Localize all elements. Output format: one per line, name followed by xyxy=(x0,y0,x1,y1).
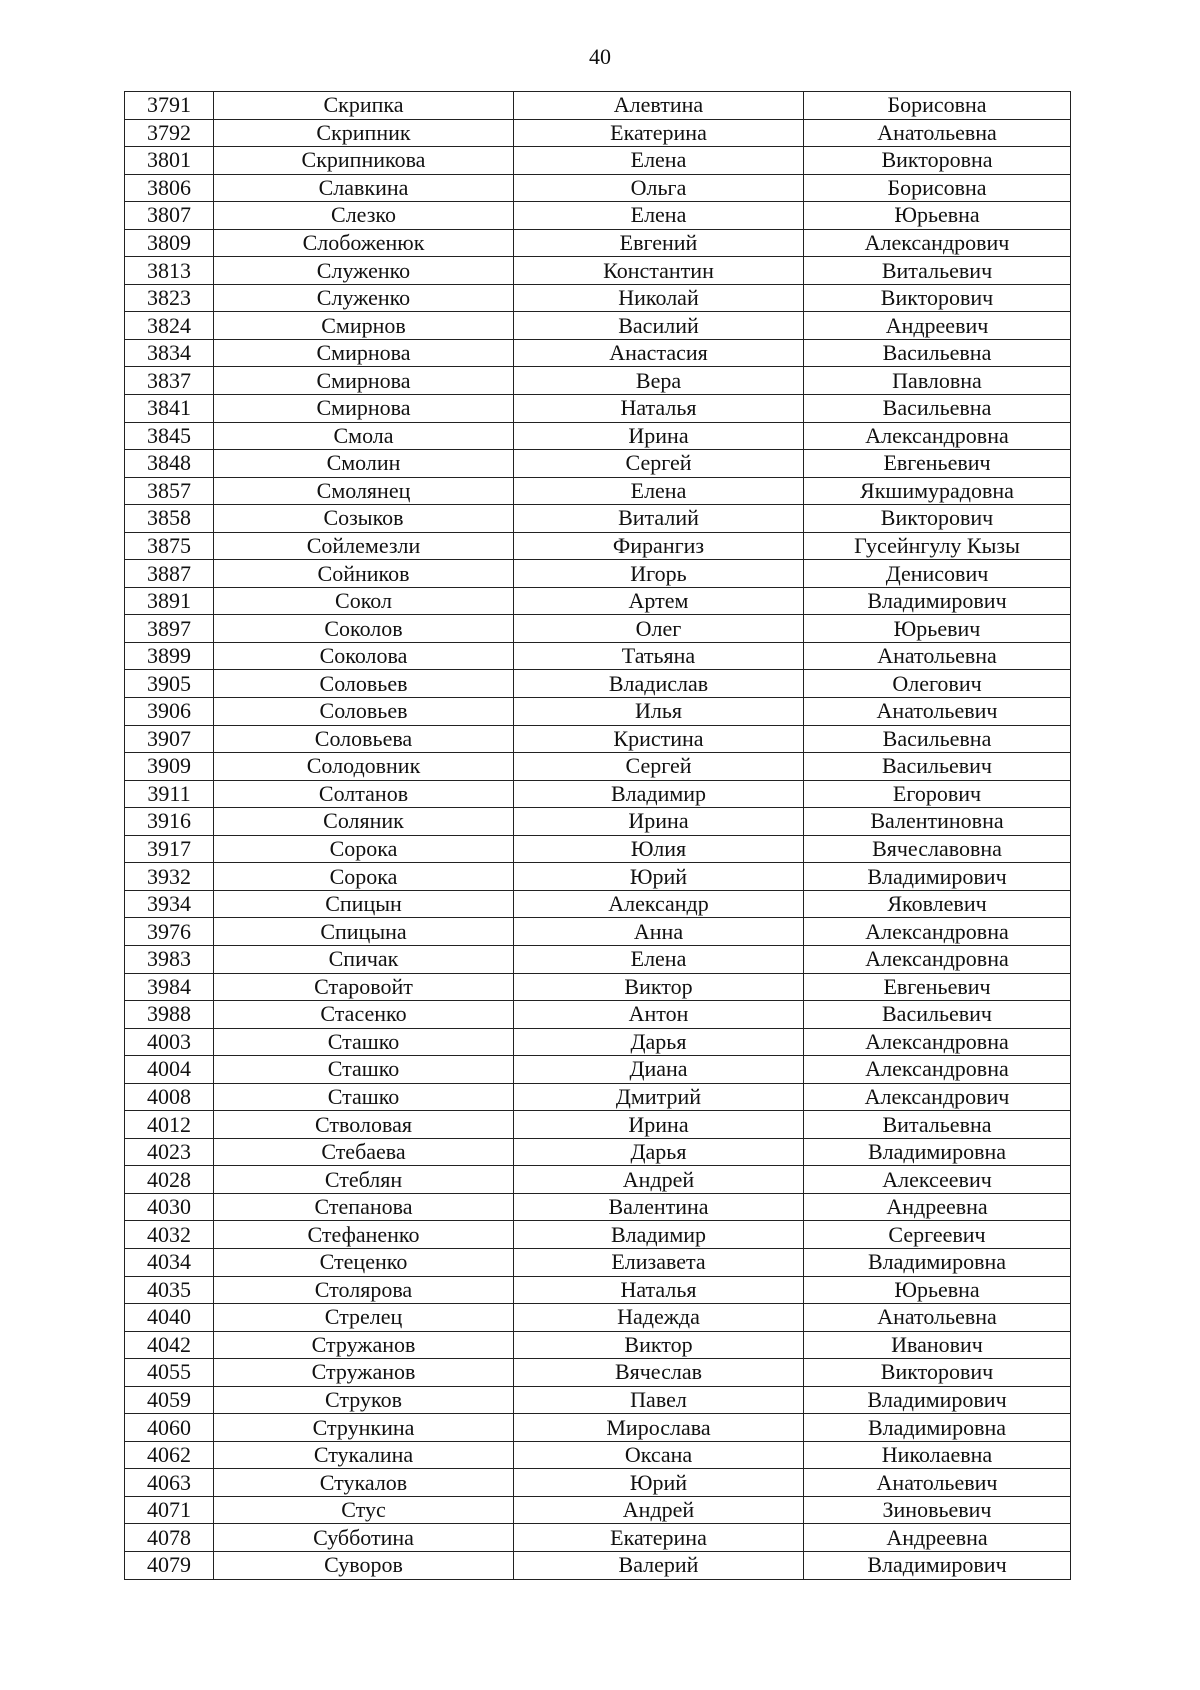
table-row xyxy=(125,1111,1071,1139)
first-name-cell: Надежда xyxy=(514,1304,804,1332)
record-number-cell: 3917 xyxy=(125,835,214,863)
surname-cell: Сташко xyxy=(214,1083,514,1111)
table-row xyxy=(125,835,1071,863)
patronymic-cell: Анатольевна xyxy=(804,1304,1071,1332)
patronymic-cell: Александровна xyxy=(804,918,1071,946)
first-name-cell: Анна xyxy=(514,918,804,946)
surname-cell: Скрипка xyxy=(214,92,514,120)
registry-body xyxy=(125,92,1071,1580)
first-name-cell: Константин xyxy=(514,257,804,285)
surname-cell: Скрипникова xyxy=(214,147,514,175)
record-number-cell: 4079 xyxy=(125,1551,214,1579)
record-number-cell: 4034 xyxy=(125,1248,214,1276)
first-name-cell: Илья xyxy=(514,698,804,726)
page-number: 40 xyxy=(589,44,611,69)
surname-cell: Суворов xyxy=(214,1551,514,1579)
first-name-cell: Вячеслав xyxy=(514,1359,804,1387)
record-number-cell: 4035 xyxy=(125,1276,214,1304)
surname-cell: Стволовая xyxy=(214,1111,514,1139)
record-number-cell: 3806 xyxy=(125,174,214,202)
record-number-cell: 4063 xyxy=(125,1469,214,1497)
first-name-cell: Сергей xyxy=(514,753,804,781)
table-row xyxy=(125,284,1071,312)
record-number-cell: 4042 xyxy=(125,1331,214,1359)
record-number-cell: 3911 xyxy=(125,780,214,808)
patronymic-cell: Андреевна xyxy=(804,1524,1071,1552)
first-name-cell: Валерий xyxy=(514,1551,804,1579)
patronymic-cell: Евгеньевич xyxy=(804,450,1071,478)
record-number-cell: 4012 xyxy=(125,1111,214,1139)
first-name-cell: Евгений xyxy=(514,229,804,257)
patronymic-cell: Евгеньевич xyxy=(804,973,1071,1001)
record-number-cell: 3983 xyxy=(125,945,214,973)
first-name-cell: Фирангиз xyxy=(514,532,804,560)
patronymic-cell: Витальевич xyxy=(804,257,1071,285)
table-row xyxy=(125,890,1071,918)
record-number-cell: 4078 xyxy=(125,1524,214,1552)
first-name-cell: Андрей xyxy=(514,1496,804,1524)
table-row xyxy=(125,863,1071,891)
table-row xyxy=(125,1496,1071,1524)
record-number-cell: 3857 xyxy=(125,477,214,505)
first-name-cell: Виктор xyxy=(514,1331,804,1359)
surname-cell: Соловьева xyxy=(214,725,514,753)
first-name-cell: Юрий xyxy=(514,1469,804,1497)
record-number-cell: 3792 xyxy=(125,119,214,147)
first-name-cell: Виталий xyxy=(514,505,804,533)
surname-cell: Смолин xyxy=(214,450,514,478)
table-row xyxy=(125,1028,1071,1056)
first-name-cell: Ирина xyxy=(514,1111,804,1139)
patronymic-cell: Борисовна xyxy=(804,92,1071,120)
patronymic-cell: Владимировна xyxy=(804,1138,1071,1166)
table-row xyxy=(125,202,1071,230)
record-number-cell: 4040 xyxy=(125,1304,214,1332)
surname-cell: Спицына xyxy=(214,918,514,946)
surname-cell: Соколова xyxy=(214,642,514,670)
record-number-cell: 3824 xyxy=(125,312,214,340)
table-row xyxy=(125,698,1071,726)
patronymic-cell: Егорович xyxy=(804,780,1071,808)
patronymic-cell: Зиновьевич xyxy=(804,1496,1071,1524)
surname-cell: Стукалина xyxy=(214,1441,514,1469)
first-name-cell: Мирослава xyxy=(514,1414,804,1442)
table-row xyxy=(125,1056,1071,1084)
table-row xyxy=(125,174,1071,202)
patronymic-cell: Николаевна xyxy=(804,1441,1071,1469)
first-name-cell: Кристина xyxy=(514,725,804,753)
first-name-cell: Ирина xyxy=(514,808,804,836)
surname-cell: Слезко xyxy=(214,202,514,230)
surname-cell: Спичак xyxy=(214,945,514,973)
surname-cell: Смирнова xyxy=(214,367,514,395)
patronymic-cell: Борисовна xyxy=(804,174,1071,202)
surname-cell: Степанова xyxy=(214,1193,514,1221)
first-name-cell: Андрей xyxy=(514,1166,804,1194)
first-name-cell: Оксана xyxy=(514,1441,804,1469)
patronymic-cell: Юрьевна xyxy=(804,1276,1071,1304)
surname-cell: Сорока xyxy=(214,863,514,891)
table-row xyxy=(125,1083,1071,1111)
surname-cell: Столярова xyxy=(214,1276,514,1304)
first-name-cell: Наталья xyxy=(514,395,804,423)
first-name-cell: Ирина xyxy=(514,422,804,450)
surname-cell: Смирнова xyxy=(214,339,514,367)
table-row xyxy=(125,973,1071,1001)
record-number-cell: 4059 xyxy=(125,1386,214,1414)
table-row xyxy=(125,450,1071,478)
surname-cell: Славкина xyxy=(214,174,514,202)
table-row xyxy=(125,1524,1071,1552)
patronymic-cell: Владимирович xyxy=(804,863,1071,891)
record-number-cell: 4030 xyxy=(125,1193,214,1221)
patronymic-cell: Валентиновна xyxy=(804,808,1071,836)
patronymic-cell: Алексеевич xyxy=(804,1166,1071,1194)
record-number-cell: 3841 xyxy=(125,395,214,423)
surname-cell: Служенко xyxy=(214,257,514,285)
record-number-cell: 3807 xyxy=(125,202,214,230)
table-row xyxy=(125,1276,1071,1304)
record-number-cell: 3823 xyxy=(125,284,214,312)
surname-cell: Смола xyxy=(214,422,514,450)
surname-cell: Слобоженюк xyxy=(214,229,514,257)
table-row xyxy=(125,1359,1071,1387)
first-name-cell: Елена xyxy=(514,945,804,973)
first-name-cell: Елизавета xyxy=(514,1248,804,1276)
patronymic-cell: Васильевна xyxy=(804,339,1071,367)
patronymic-cell: Владимирович xyxy=(804,1551,1071,1579)
record-number-cell: 3909 xyxy=(125,753,214,781)
table-row xyxy=(125,642,1071,670)
table-row xyxy=(125,670,1071,698)
record-number-cell: 3858 xyxy=(125,505,214,533)
surname-cell: Солодовник xyxy=(214,753,514,781)
first-name-cell: Валентина xyxy=(514,1193,804,1221)
surname-cell: Стефаненко xyxy=(214,1221,514,1249)
table-row xyxy=(125,477,1071,505)
table-row xyxy=(125,918,1071,946)
table-row xyxy=(125,92,1071,120)
surname-cell: Стус xyxy=(214,1496,514,1524)
first-name-cell: Юрий xyxy=(514,863,804,891)
record-number-cell: 4004 xyxy=(125,1056,214,1084)
first-name-cell: Владимир xyxy=(514,1221,804,1249)
first-name-cell: Диана xyxy=(514,1056,804,1084)
record-number-cell: 4023 xyxy=(125,1138,214,1166)
surname-cell: Стрункина xyxy=(214,1414,514,1442)
record-number-cell: 3791 xyxy=(125,92,214,120)
patronymic-cell: Александрович xyxy=(804,1083,1071,1111)
patronymic-cell: Яковлевич xyxy=(804,890,1071,918)
first-name-cell: Дмитрий xyxy=(514,1083,804,1111)
surname-cell: Сташко xyxy=(214,1056,514,1084)
surname-cell: Стебаева xyxy=(214,1138,514,1166)
table-row xyxy=(125,312,1071,340)
surname-cell: Старовойт xyxy=(214,973,514,1001)
record-number-cell: 4032 xyxy=(125,1221,214,1249)
surname-cell: Смолянец xyxy=(214,477,514,505)
patronymic-cell: Васильевич xyxy=(804,1001,1071,1029)
first-name-cell: Николай xyxy=(514,284,804,312)
patronymic-cell: Владимировна xyxy=(804,1248,1071,1276)
table-row xyxy=(125,1248,1071,1276)
surname-cell: Служенко xyxy=(214,284,514,312)
first-name-cell: Елена xyxy=(514,147,804,175)
first-name-cell: Артем xyxy=(514,587,804,615)
patronymic-cell: Александровна xyxy=(804,945,1071,973)
patronymic-cell: Павловна xyxy=(804,367,1071,395)
table-row xyxy=(125,505,1071,533)
patronymic-cell: Васильевна xyxy=(804,395,1071,423)
patronymic-cell: Андреевна xyxy=(804,1193,1071,1221)
table-row xyxy=(125,808,1071,836)
surname-cell: Соляник xyxy=(214,808,514,836)
surname-cell: Струков xyxy=(214,1386,514,1414)
first-name-cell: Ольга xyxy=(514,174,804,202)
first-name-cell: Игорь xyxy=(514,560,804,588)
patronymic-cell: Анатольевна xyxy=(804,119,1071,147)
record-number-cell: 4028 xyxy=(125,1166,214,1194)
first-name-cell: Олег xyxy=(514,615,804,643)
patronymic-cell: Анатольевич xyxy=(804,698,1071,726)
record-number-cell: 3813 xyxy=(125,257,214,285)
first-name-cell: Анастасия xyxy=(514,339,804,367)
record-number-cell: 3976 xyxy=(125,918,214,946)
first-name-cell: Екатерина xyxy=(514,1524,804,1552)
first-name-cell: Елена xyxy=(514,202,804,230)
table-row xyxy=(125,1414,1071,1442)
table-row xyxy=(125,257,1071,285)
table-row xyxy=(125,1386,1071,1414)
record-number-cell: 3801 xyxy=(125,147,214,175)
first-name-cell: Екатерина xyxy=(514,119,804,147)
registry-table xyxy=(124,91,1071,1580)
record-number-cell: 3934 xyxy=(125,890,214,918)
record-number-cell: 3907 xyxy=(125,725,214,753)
table-row xyxy=(125,367,1071,395)
first-name-cell: Елена xyxy=(514,477,804,505)
record-number-cell: 3875 xyxy=(125,532,214,560)
table-row xyxy=(125,229,1071,257)
patronymic-cell: Васильевна xyxy=(804,725,1071,753)
surname-cell: Сойников xyxy=(214,560,514,588)
table-row xyxy=(125,725,1071,753)
patronymic-cell: Юрьевич xyxy=(804,615,1071,643)
patronymic-cell: Викторович xyxy=(804,284,1071,312)
record-number-cell: 3887 xyxy=(125,560,214,588)
table-row xyxy=(125,615,1071,643)
record-number-cell: 4003 xyxy=(125,1028,214,1056)
first-name-cell: Владислав xyxy=(514,670,804,698)
table-row xyxy=(125,1166,1071,1194)
patronymic-cell: Викторович xyxy=(804,1359,1071,1387)
patronymic-cell: Вячеславовна xyxy=(804,835,1071,863)
table-row xyxy=(125,119,1071,147)
record-number-cell: 3837 xyxy=(125,367,214,395)
record-number-cell: 3897 xyxy=(125,615,214,643)
surname-cell: Соловьев xyxy=(214,670,514,698)
surname-cell: Скрипник xyxy=(214,119,514,147)
table-row xyxy=(125,1193,1071,1221)
record-number-cell: 3809 xyxy=(125,229,214,257)
first-name-cell: Антон xyxy=(514,1001,804,1029)
patronymic-cell: Васильевич xyxy=(804,753,1071,781)
record-number-cell: 3848 xyxy=(125,450,214,478)
record-number-cell: 3988 xyxy=(125,1001,214,1029)
record-number-cell: 4071 xyxy=(125,1496,214,1524)
table-row xyxy=(125,532,1071,560)
surname-cell: Соловьев xyxy=(214,698,514,726)
patronymic-cell: Якшимурадовна xyxy=(804,477,1071,505)
first-name-cell: Наталья xyxy=(514,1276,804,1304)
record-number-cell: 3891 xyxy=(125,587,214,615)
table-row xyxy=(125,1138,1071,1166)
patronymic-cell: Анатольевна xyxy=(804,642,1071,670)
table-row xyxy=(125,1441,1071,1469)
patronymic-cell: Денисович xyxy=(804,560,1071,588)
table-row xyxy=(125,780,1071,808)
first-name-cell: Дарья xyxy=(514,1138,804,1166)
table-row xyxy=(125,1331,1071,1359)
record-number-cell: 3899 xyxy=(125,642,214,670)
surname-cell: Сташко xyxy=(214,1028,514,1056)
patronymic-cell: Александровна xyxy=(804,1028,1071,1056)
record-number-cell: 4060 xyxy=(125,1414,214,1442)
surname-cell: Смирнов xyxy=(214,312,514,340)
patronymic-cell: Анатольевич xyxy=(804,1469,1071,1497)
surname-cell: Стеблян xyxy=(214,1166,514,1194)
patronymic-cell: Александровна xyxy=(804,1056,1071,1084)
table-row xyxy=(125,147,1071,175)
patronymic-cell: Витальевна xyxy=(804,1111,1071,1139)
patronymic-cell: Иванович xyxy=(804,1331,1071,1359)
patronymic-cell: Владимировна xyxy=(804,1414,1071,1442)
patronymic-cell: Александрович xyxy=(804,229,1071,257)
table-row xyxy=(125,339,1071,367)
table-row xyxy=(125,753,1071,781)
surname-cell: Стасенко xyxy=(214,1001,514,1029)
table-row xyxy=(125,422,1071,450)
table-row xyxy=(125,945,1071,973)
surname-cell: Созыков xyxy=(214,505,514,533)
table-row xyxy=(125,1001,1071,1029)
patronymic-cell: Владимирович xyxy=(804,587,1071,615)
table-row xyxy=(125,560,1071,588)
patronymic-cell: Александровна xyxy=(804,422,1071,450)
table-row xyxy=(125,1551,1071,1579)
first-name-cell: Владимир xyxy=(514,780,804,808)
table-row xyxy=(125,1221,1071,1249)
record-number-cell: 4055 xyxy=(125,1359,214,1387)
surname-cell: Спицын xyxy=(214,890,514,918)
first-name-cell: Сергей xyxy=(514,450,804,478)
table-row xyxy=(125,1304,1071,1332)
first-name-cell: Виктор xyxy=(514,973,804,1001)
surname-cell: Сойлемезли xyxy=(214,532,514,560)
first-name-cell: Дарья xyxy=(514,1028,804,1056)
patronymic-cell: Олегович xyxy=(804,670,1071,698)
surname-cell: Стружанов xyxy=(214,1359,514,1387)
first-name-cell: Вера xyxy=(514,367,804,395)
table-row xyxy=(125,395,1071,423)
record-number-cell: 3834 xyxy=(125,339,214,367)
surname-cell: Сорока xyxy=(214,835,514,863)
patronymic-cell: Юрьевна xyxy=(804,202,1071,230)
record-number-cell: 3905 xyxy=(125,670,214,698)
first-name-cell: Юлия xyxy=(514,835,804,863)
table-row xyxy=(125,1469,1071,1497)
record-number-cell: 4008 xyxy=(125,1083,214,1111)
first-name-cell: Павел xyxy=(514,1386,804,1414)
patronymic-cell: Сергеевич xyxy=(804,1221,1071,1249)
record-number-cell: 3916 xyxy=(125,808,214,836)
first-name-cell: Василий xyxy=(514,312,804,340)
surname-cell: Стружанов xyxy=(214,1331,514,1359)
first-name-cell: Татьяна xyxy=(514,642,804,670)
surname-cell: Стеценко xyxy=(214,1248,514,1276)
surname-cell: Сокол xyxy=(214,587,514,615)
surname-cell: Смирнова xyxy=(214,395,514,423)
patronymic-cell: Викторович xyxy=(804,505,1071,533)
patronymic-cell: Андреевич xyxy=(804,312,1071,340)
first-name-cell: Алевтина xyxy=(514,92,804,120)
record-number-cell: 3906 xyxy=(125,698,214,726)
surname-cell: Субботина xyxy=(214,1524,514,1552)
record-number-cell: 3932 xyxy=(125,863,214,891)
surname-cell: Стукалов xyxy=(214,1469,514,1497)
surname-cell: Солтанов xyxy=(214,780,514,808)
patronymic-cell: Гусейнгулу Кызы xyxy=(804,532,1071,560)
patronymic-cell: Викторовна xyxy=(804,147,1071,175)
patronymic-cell: Владимирович xyxy=(804,1386,1071,1414)
surname-cell: Соколов xyxy=(214,615,514,643)
surname-cell: Стрелец xyxy=(214,1304,514,1332)
table-row xyxy=(125,587,1071,615)
first-name-cell: Александр xyxy=(514,890,804,918)
record-number-cell: 3984 xyxy=(125,973,214,1001)
record-number-cell: 4062 xyxy=(125,1441,214,1469)
record-number-cell: 3845 xyxy=(125,422,214,450)
